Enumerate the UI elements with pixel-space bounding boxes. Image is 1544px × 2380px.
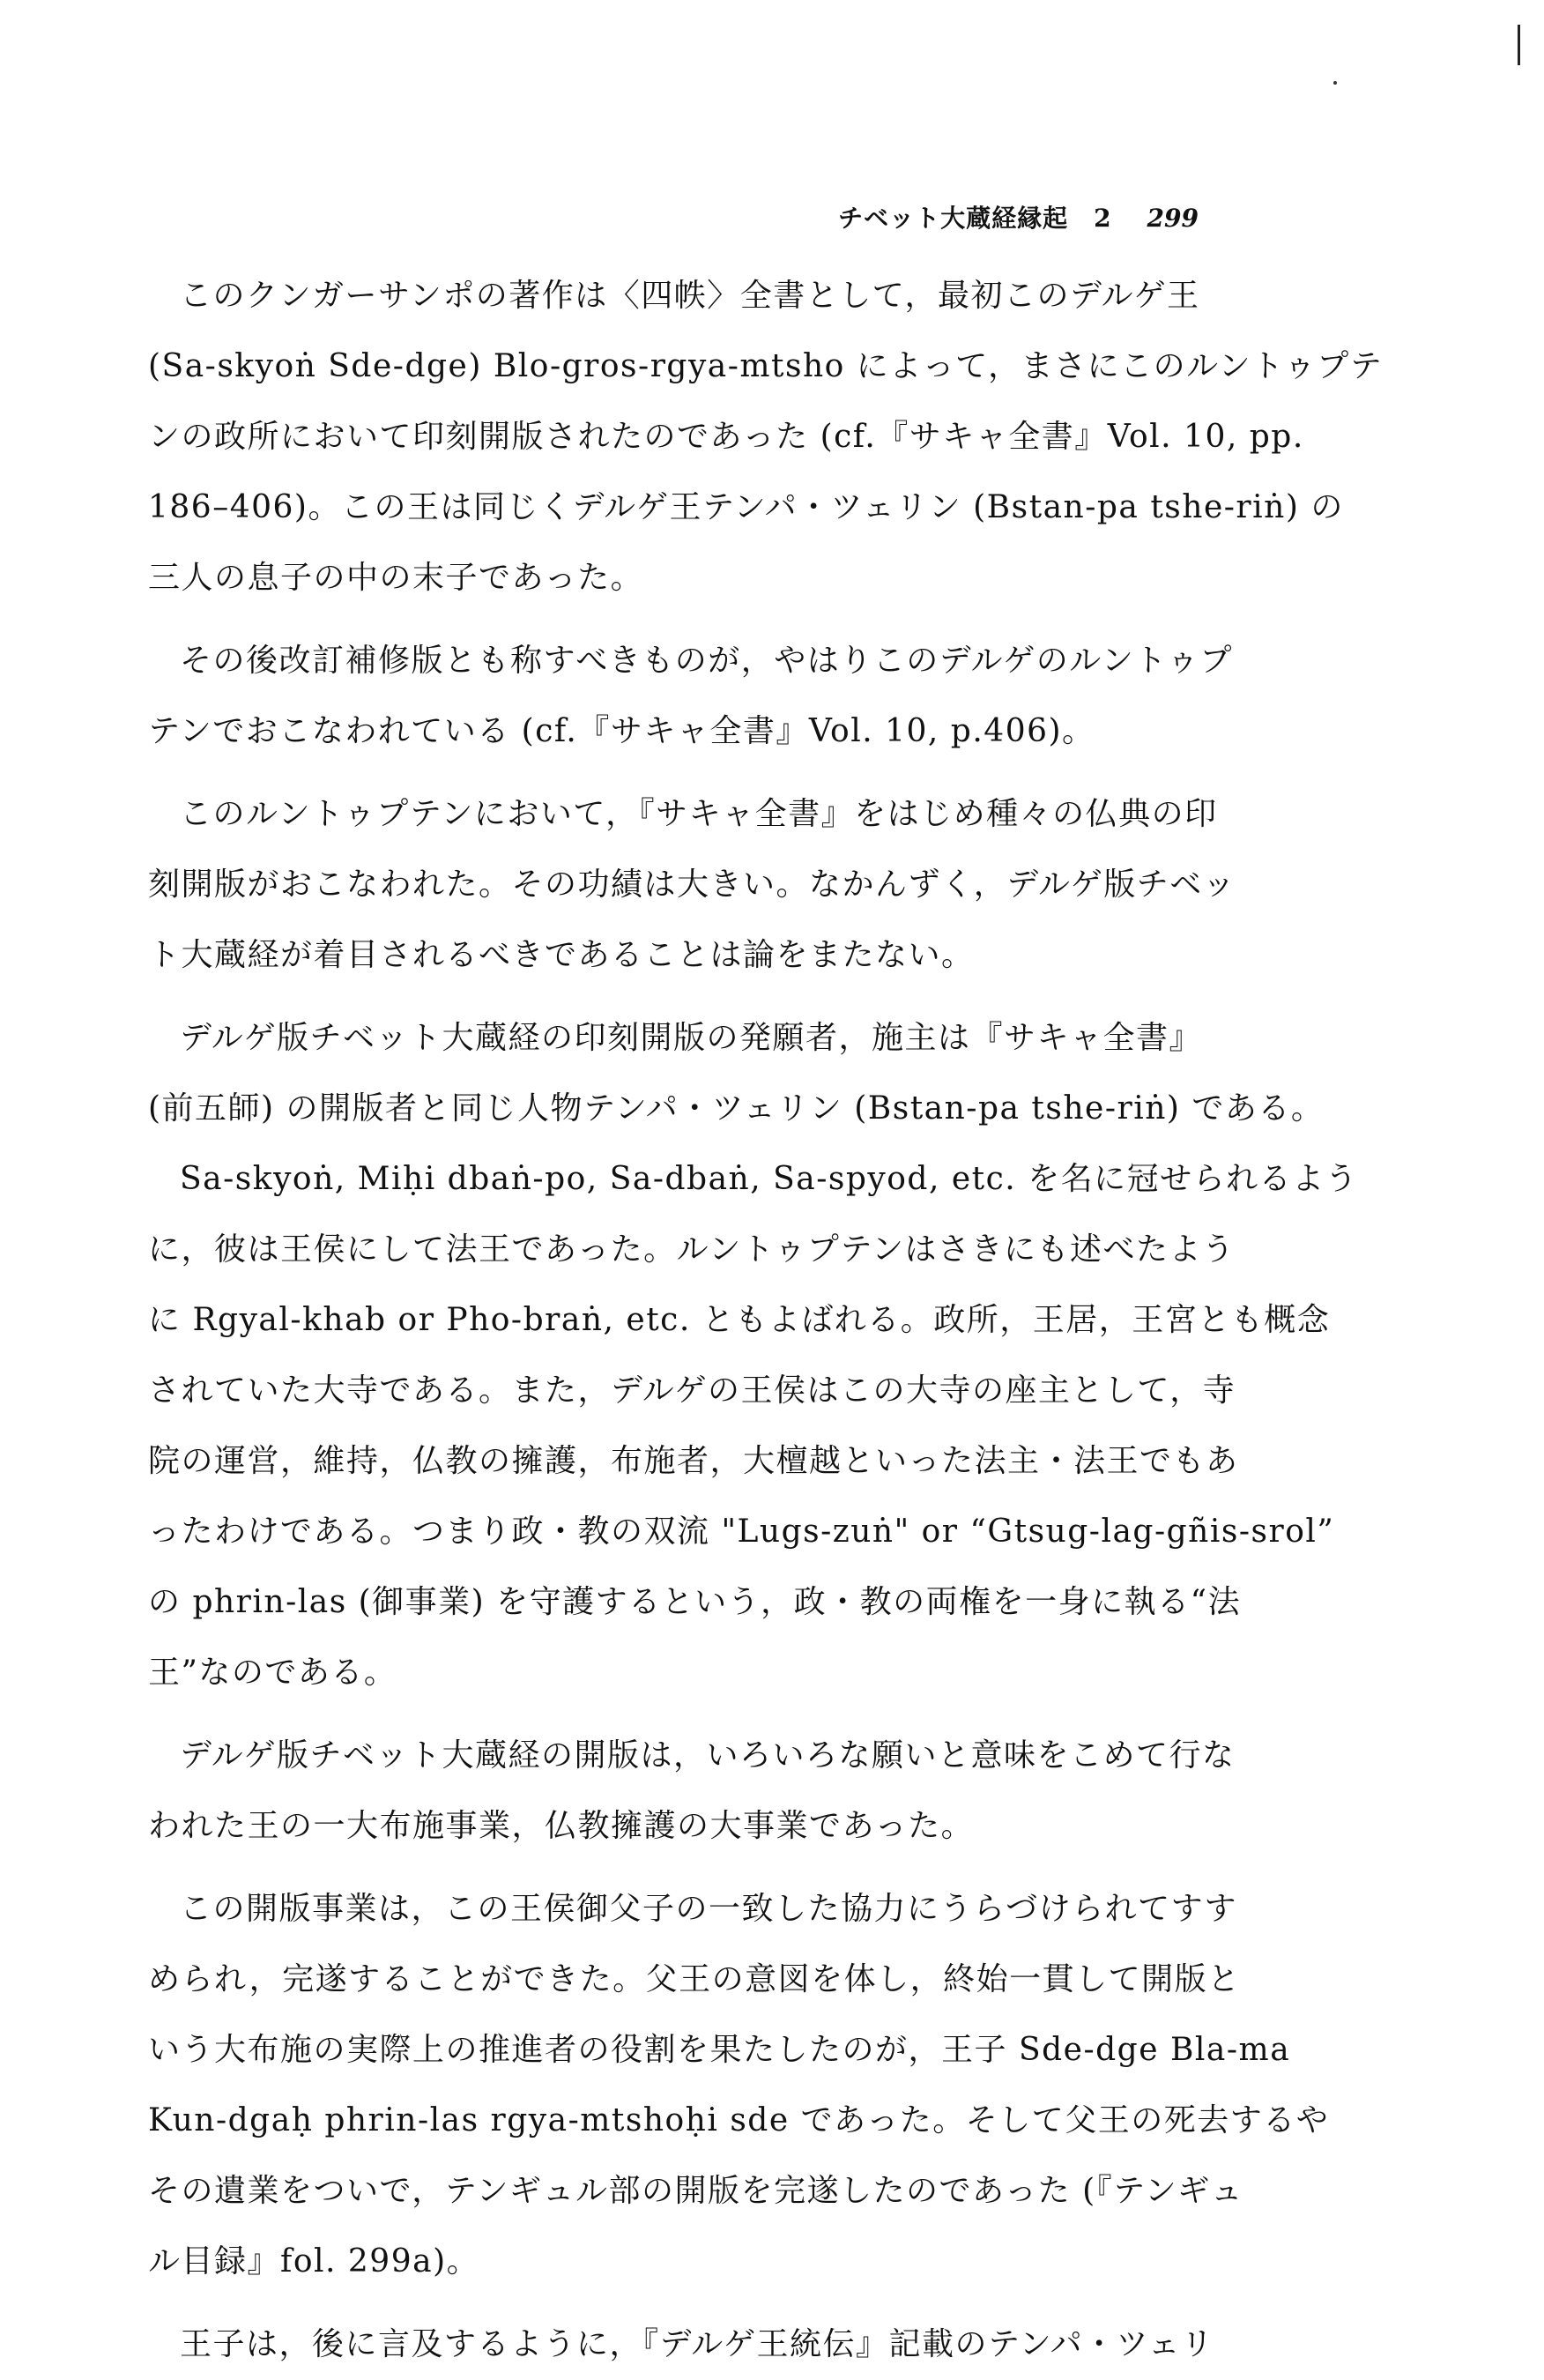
text-line: Sa-skyoṅ, Miḥi dbaṅ-po, Sa-dbaṅ, Sa-spyod, etc. を名に冠せられるよう xyxy=(180,1161,1359,1197)
running-title: チベット大蔵経縁起 2 xyxy=(838,204,1112,233)
text-line: ル目録』fol. 299a)。 xyxy=(148,2243,480,2280)
text-line: ったわけである。つまり政・教の双流 "Lugs-zuṅ" or “Gtsug-lag-gñis-srol” xyxy=(148,1514,1335,1550)
text-line: められ，完遂することができた。父王の意図を体し，終始一貫して開版と xyxy=(148,1961,1241,1997)
text-line: (Sa-skyoṅ Sde-dge) Blo-gros-rgya-mtsho によって，まさにこのルントゥプテ xyxy=(148,348,1384,384)
running-header xyxy=(828,199,1199,234)
text-line: に，彼は王侯にして法王であった。ルントゥプテンはさきにも述べたよう xyxy=(148,1231,1236,1268)
text-line: 三人の息子の中の末子であった。 xyxy=(148,560,644,596)
text-line: 王”なのである。 xyxy=(148,1655,397,1691)
text-line: (前五師) の開版者と同じ人物テンパ・ツェリン (Bstan-pa tshe-riṅ) である。 xyxy=(148,1090,1325,1127)
text-line: 186–406)。この王は同じくデルゲ王テンパ・ツェリン (Bstan-pa tshe-riṅ) の xyxy=(148,489,1344,525)
text-line: 刻開版がおこなわれた。その功績は大きい。なかんずく，デルゲ版チベッ xyxy=(148,866,1236,903)
text-line: に Rgyal-khab or Pho-braṅ, etc. ともよばれる。政所，王居，王宮とも概念 xyxy=(148,1302,1331,1338)
text-line: Kun-dgaḥ phrin-las rgya-mtshoḥi sde であった。そして父王の死去するや xyxy=(148,2102,1330,2138)
text-line: 院の運営，維持，仏教の擁護，布施者，大檀越といった法主・法王でもあ xyxy=(148,1443,1239,1479)
text-line: 王子は，後に言及するように，『デルゲ王統伝』記載のテンパ・ツェリ xyxy=(180,2326,1214,2362)
scan-artifact-dot xyxy=(1333,81,1337,85)
text-line: されていた大寺である。また，デルゲの王侯はこの大寺の座主として，寺 xyxy=(148,1372,1236,1409)
text-line: いう大布施の実際上の推進者の役割を果たしたのが，王子 Sde-dge Bla-ma xyxy=(148,2032,1291,2068)
text-line: の phrin-las (御事業) を守護するという，政・教の両権を一身に執る“法 xyxy=(148,1584,1242,1620)
text-line: このルントゥプテンにおいて，『サキャ全書』をはじめ種々の仏典の印 xyxy=(180,796,1218,832)
text-line: その後改訂補修版とも称すべきものが，やはりこのデルゲのルントゥプ xyxy=(180,643,1233,679)
text-line: テンでおこなわれている (cf.『サキャ全書』Vol. 10, p.406)。 xyxy=(148,713,1095,749)
text-line: ト大蔵経が着目されるべきであることは論をまたない。 xyxy=(148,937,975,973)
text-line: デルゲ版チベット大蔵経の開版は，いろいろな願いと意味をこめて行な xyxy=(180,1737,1236,1774)
scan-artifact-mark xyxy=(1518,25,1520,65)
text-line: その遺業をついで，テンギュル部の開版を完遂したのであった (『テンギュ xyxy=(148,2173,1244,2209)
body-text xyxy=(148,261,1384,2380)
text-line: このクンガーサンポの著作は〈四帙〉全書として，最初このデルゲ王 xyxy=(180,278,1200,314)
text-line: ンの政所において印刻開版されたのであった (cf.『サキャ全書』Vol. 10, pp. xyxy=(148,419,1304,455)
page-number: 299 xyxy=(1147,204,1199,233)
text-line: われた王の一大布施事業，仏教擁護の大事業であった。 xyxy=(148,1808,975,1844)
text-line: デルゲ版チベット大蔵経の印刻開版の発願者，施主は『サキャ全書』 xyxy=(180,1020,1202,1056)
text-line: この開版事業は，この王侯御父子の一致した協力にうらづけられてすす xyxy=(180,1891,1238,1927)
